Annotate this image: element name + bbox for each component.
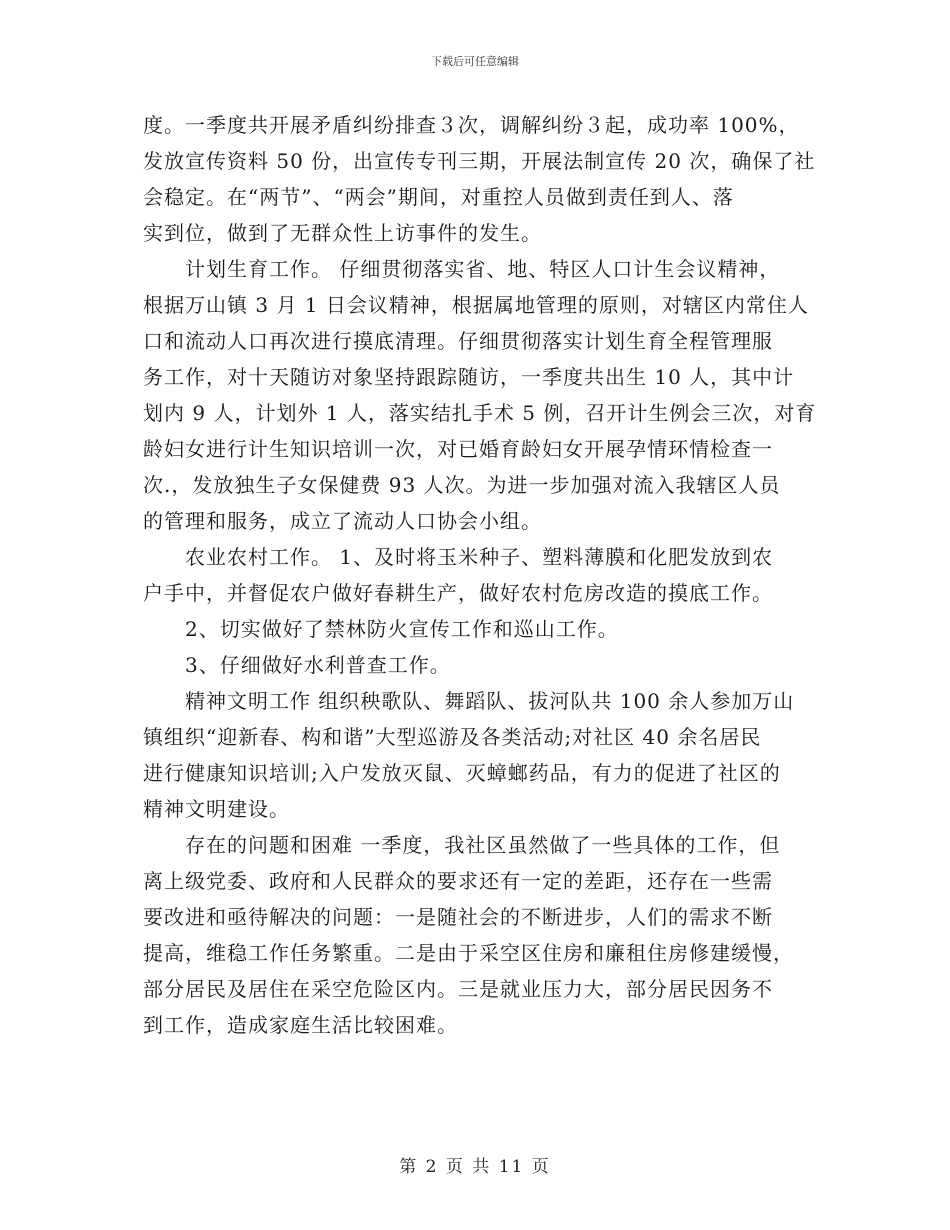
text-line: 精神文明建设。 [143,797,290,821]
paragraph-item-3: 3、仔细做好水利普查工作。 [185,653,451,677]
text-line: 的管理和服务，成立了流动人口协会小组。 [143,509,542,533]
text-line: 龄妇女进行计生知识培训一次，对已婚育龄妇女开展孕情环情检查一 [143,437,773,461]
text-line: 口和流动人口再次进行摸底清理。仔细贯彻落实计划生育全程管理服 [143,329,773,353]
page-header: 下载后可任意编辑 [431,55,519,68]
text-line: 根据万山镇 3 月 1 日会议精神，根据属地管理的原则，对辖区内常住人 [143,293,809,317]
paragraph-start-problems: 存在的问题和困难 一季度，我社区虽然做了一些具体的工作，但 [185,833,781,857]
text-line: 会稳定。在“两节”、“两会”期间，对重控人员做到责任到人、落 [143,185,734,209]
text-line: 提高，维稳工作任务繁重。二是由于采空区住房和廉租住房修建缓慢， [143,941,794,965]
text-line: 部分居民及居住在采空危险区内。三是就业压力大，部分居民因务不 [143,977,773,1001]
text-line: 到工作，造成家庭生活比较困难。 [143,1013,458,1037]
paragraph-item-2: 2、切实做好了禁林防火宣传工作和巡山工作。 [185,617,619,641]
text-line: 实到位，做到了无群众性上访事件的发生。 [143,221,542,245]
text-line: 划内 9 人，计划外 1 人，落实结扎手术 5 例，召开计生例会三次，对育 [143,401,817,425]
paragraph-start-civilization: 精神文明工作 组织秧歌队、舞蹈队、拔河队共 100 余人参加万山 [185,689,795,713]
text-line: 离上级党委、政府和人民群众的要求还有一定的差距，还存在一些需 [143,869,773,893]
text-line: 次.，发放独生子女保健费 93 人次。为进一步加强对流入我辖区人员 [143,473,781,497]
text-line: 发放宣传资料 50 份，出宣传专刊三期，开展法制宣传 20 次，确保了社 [143,149,816,173]
text-line: 户手中，并督促农户做好春耕生产，做好农村危房改造的摸底工作。 [143,581,773,605]
text-line: 进行健康知识培训;入户发放灭鼠、灭蟑螂药品，有力的促进了社区的 [143,761,781,785]
text-line: 要改进和亟待解决的问题：一是随社会的不断进步，人们的需求不断 [143,905,773,929]
text-line: 度。一季度共开展矛盾纠纷排查３次，调解纠纷３起，成功率 100%， [143,113,800,137]
paragraph-start-family-planning: 计划生育工作。 仔细贯彻落实省、地、特区人口计生会议精神， [185,257,781,281]
document-body [143,107,817,1043]
text-line: 镇组织“迎新春、构和谐”大型巡游及各类活动;对社区 40 余名居民 [143,725,762,749]
page-number-footer: 第 2 页 共 11 页 [399,1157,551,1177]
paragraph-start-agriculture: 农业农村工作。 1、及时将玉米种子、塑料薄膜和化肥发放到农 [185,545,774,569]
text-line: 务工作，对十天随访对象坚持跟踪随访，一季度共出生 10 人，其中计 [143,365,795,389]
